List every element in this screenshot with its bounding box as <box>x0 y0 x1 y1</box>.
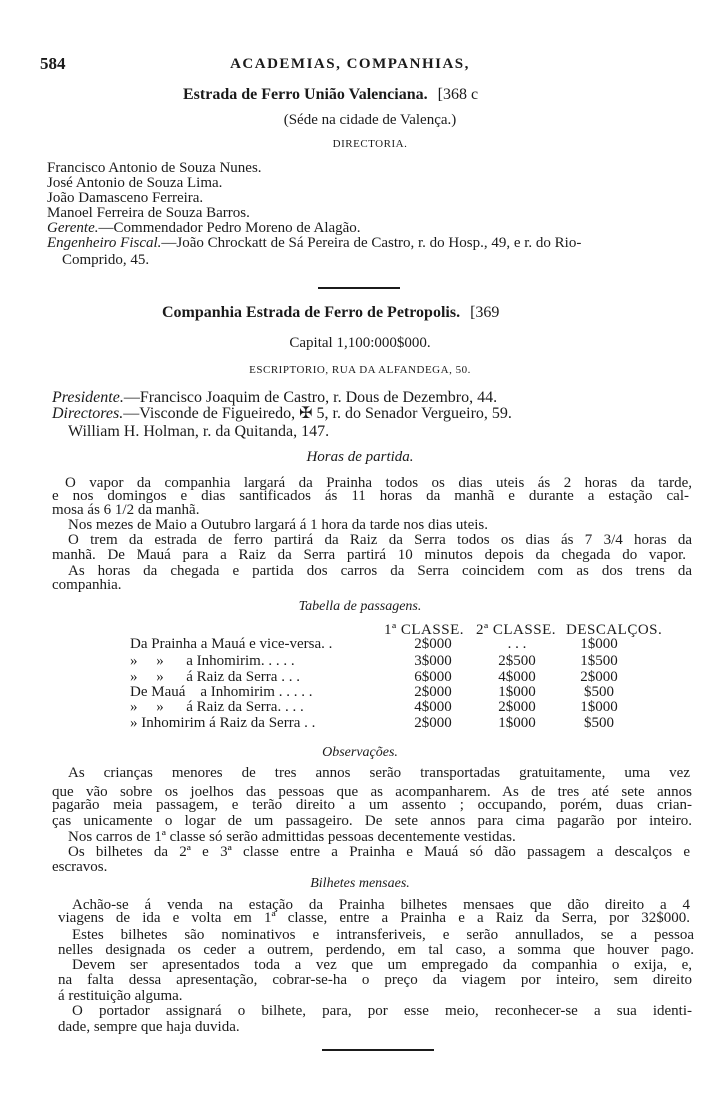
gerente-text: —Commendador Pedro Moreno de Alagão. <box>98 220 361 236</box>
engenheiro-text: —João Chrockatt de Sá Pereira de Castro, r. do Hosp., 49, e r. do Rio- <box>161 235 582 251</box>
text-line: Achão-se á venda na estação da Prainha bilhetes mensaes que dão direito a 4 <box>72 897 690 913</box>
company-seat: (Séde na cidade de Valença.) <box>283 112 457 128</box>
engenheiro-line <box>47 235 683 251</box>
text-line: Os bilhetes da 2ª e 3ª classe entre a Prainha e Mauá só dão passagem a descalços e <box>68 844 690 860</box>
company-name: Companhia Estrada de Ferro de Petropolis. <box>162 304 461 321</box>
table-header: 2ª CLASSE. <box>476 622 556 638</box>
section-ref: [369 <box>470 304 500 321</box>
section-title <box>183 87 478 103</box>
route-cell: Da Prainha a Mauá e vice-versa. . <box>130 636 333 652</box>
route-cell: » » á Raiz da Serra. . . . <box>130 699 304 715</box>
second-class-fare: 1$000 <box>498 715 536 731</box>
presidente-text: —Francisco Joaquim de Castro, r. Dous de Dezembro, 44. <box>123 389 498 406</box>
directores-line <box>52 406 512 422</box>
text-line: dade, sempre que haja duvida. <box>58 1019 240 1035</box>
horas-heading: Horas de partida. <box>306 449 414 465</box>
bilhetes-heading: Bilhetes mensaes. <box>310 876 410 891</box>
text-line: Devem ser apresentados toda a vez que um empregado da companhia o exija, e, <box>72 957 692 973</box>
first-class-fare: 2$000 <box>414 684 452 700</box>
first-class-fare: 2$000 <box>414 636 452 652</box>
table-title: Tabella de passagens. <box>298 599 422 614</box>
first-class-fare: 3$000 <box>414 653 452 669</box>
director-name: Manoel Ferreira de Souza Barros. <box>47 205 250 221</box>
text-line: Nos mezes de Maio a Outubro largará á 1 hora da tarde nos dias uteis. <box>68 517 489 533</box>
text-line: e nos domingos e dias santificados ás 11 horas da manhã e durante a estação cal- <box>52 488 689 504</box>
company-name: Estrada de Ferro União Valenciana. <box>183 86 428 103</box>
descalcos-fare: 2$000 <box>580 669 618 685</box>
descalcos-fare: 1$000 <box>580 699 618 715</box>
descalcos-fare: $500 <box>584 684 614 700</box>
text-line: pagarão meia passagem, e terão direito a um assento ; occupando, porém, duas crian- <box>52 797 692 813</box>
second-class-fare: 2$500 <box>498 653 536 669</box>
first-class-fare: 2$000 <box>414 715 452 731</box>
text-line: nelles designada os ceder a outrem, perdendo, em tal caso, a somma que houver pago. <box>58 942 694 958</box>
section-ref: [368 c <box>437 86 479 103</box>
text-line: O trem da estrada de ferro partirá da Raiz da Serra todos os dias ás 7 3/4 horas da <box>68 532 692 548</box>
route-cell: » » á Raiz da Serra . . . <box>130 669 300 685</box>
gerente-label: Gerente. <box>47 220 99 236</box>
director-name: José Antonio de Souza Lima. <box>47 175 223 191</box>
second-class-fare: . . . <box>507 636 527 652</box>
director-name: Francisco Antonio de Souza Nunes. <box>47 160 262 176</box>
descalcos-fare: 1$000 <box>580 636 618 652</box>
text-line: na falta dessa apresentação, cobrar-se-ha o preço da viagem por inteiro, sem direito <box>58 972 692 988</box>
section-divider <box>318 287 400 289</box>
descalcos-fare: $500 <box>584 715 614 731</box>
first-class-fare: 6$000 <box>414 669 452 685</box>
text-line: viagens de ida e volta em 1ª classe, entre a Prainha e a Raiz da Serra, por 32$000. <box>58 910 690 926</box>
director-name: João Damasceno Ferreira. <box>47 190 204 206</box>
text-line: As horas da chegada e partida dos carros da Serra coincidem com as dos trens da <box>68 563 692 579</box>
engenheiro-cont: Comprido, 45. <box>62 252 150 268</box>
presidente-label: Presidente. <box>52 389 124 406</box>
text-line: manhã. De Mauá para a Raiz da Serra partirá 10 minutos depois da chegada do vapor. <box>52 547 686 563</box>
text-line: Estes bilhetes são nominativos e intransferiveis, e serão annullados, se a pessoa <box>72 927 694 943</box>
obs-heading: Observações. <box>322 745 398 760</box>
route-cell: » Inhomirim á Raiz da Serra . . <box>130 715 316 731</box>
table-header: DESCALÇOS. <box>566 622 663 638</box>
end-divider <box>322 1049 434 1051</box>
engenheiro-label: Engenheiro Fiscal. <box>47 235 162 251</box>
text-line: á restituição alguma. <box>58 988 183 1004</box>
text-line: que vão sobre os joelhos das pessoas que as acompanharem. As de tres até sete annos <box>52 784 692 800</box>
text-line: Nos carros de 1ª classe só serão admittidas pessoas decentemente vestidas. <box>68 829 516 845</box>
second-class-fare: 4$000 <box>498 669 536 685</box>
capital: Capital 1,100:000$000. <box>289 335 431 351</box>
page-number: 584 <box>40 54 66 73</box>
table-header: 1ª CLASSE. <box>384 622 464 638</box>
office-address: ESCRIPTORIO, RUA DA ALFANDEGA, 50. <box>249 364 471 376</box>
text-line: companhia. <box>52 577 122 593</box>
directores-text: —Visconde de Figueiredo, ✠ 5, r. do Senador Vergueiro, 59. <box>123 405 512 422</box>
text-line: O vapor da companhia largará da Prainha todos os dias uteis ás 2 horas da tarde, <box>65 475 692 491</box>
route-cell: » » a Inhomirim. . . . . <box>130 653 295 669</box>
directores-label: Directores. <box>52 405 124 422</box>
text-line: escravos. <box>52 859 108 875</box>
running-title: ACADEMIAS, COMPANHIAS, <box>230 56 470 72</box>
text-line: O portador assignará o bilhete, para, por esse meio, reconhecer-se a sua identi- <box>72 1003 692 1019</box>
second-class-fare: 1$000 <box>498 684 536 700</box>
route-cell: De Mauá a Inhomirim . . . . . <box>130 684 313 700</box>
text-line: mosa ás 6 1/2 da manhã. <box>52 502 200 518</box>
text-line: As crianças menores de tres annos serão transportadas gratuitamente, uma vez <box>68 765 690 781</box>
presidente-line <box>52 390 497 406</box>
second-class-fare: 2$000 <box>498 699 536 715</box>
section-title <box>162 305 499 321</box>
text-line: ças unicamente o logar de um passageiro. De sete annos para cima pagarão por inteiro. <box>52 813 692 829</box>
gerente-line <box>47 220 361 236</box>
first-class-fare: 4$000 <box>414 699 452 715</box>
subheading-directoria: DIRECTORIA. <box>332 138 408 150</box>
descalcos-fare: 1$500 <box>580 653 618 669</box>
directores-cont: William H. Holman, r. da Quitanda, 147. <box>68 423 330 440</box>
